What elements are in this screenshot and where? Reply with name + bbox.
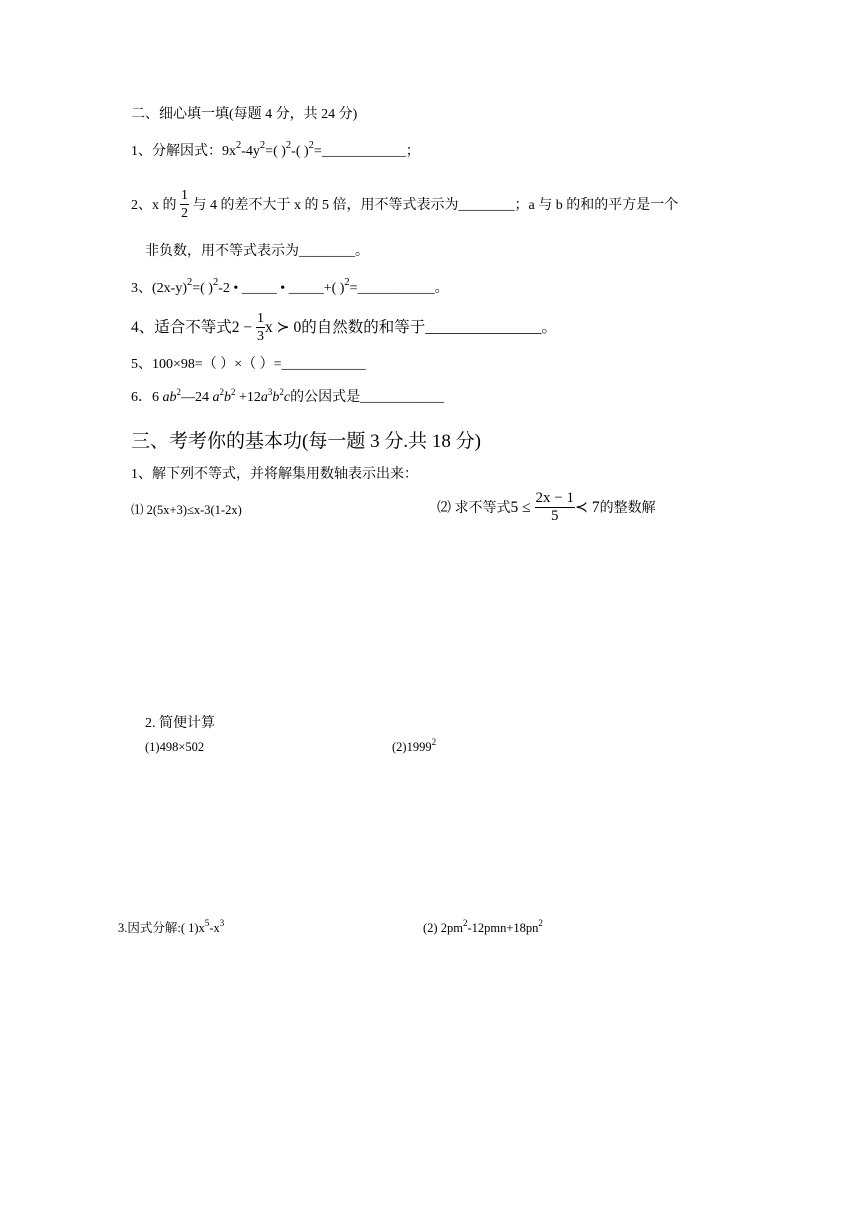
question-2-6: 6．6 $ab^2—24$ $a^2b^2 +12a^3b^2c$的公因式是____________ <box>131 387 445 405</box>
question-2-5: 5、100×98=（ ）×（ ）=____________ <box>131 357 366 372</box>
question-3-3-part1: 3.因式分解:( $1)x^5-x^3$ <box>118 918 225 935</box>
question-3-2-part1: (1)498×502 <box>145 740 205 754</box>
question-2-2-line2: 非负数，用不等式表示为________。 <box>145 244 369 259</box>
question-3-1-title: 1、解下列不等式，并将解集用数轴表示出来： <box>131 467 418 482</box>
fraction-2x-minus-1-over-5: $\frac{2x - 1}{5}$ <box>535 490 574 525</box>
fraction-one-third: $\frac{1}{3}$ <box>257 310 265 344</box>
question-3-1-part1: ⑴ 2(5x+3)≤x-3(1-2x) <box>131 503 242 517</box>
question-2-4: 4、适合不等式2 − $\frac{1}{3}$ x ≻ 0的自然数的和等于_______________。 <box>131 310 558 344</box>
fraction-one-half: $\frac{1}{2}$ <box>181 188 188 222</box>
section2-heading: 二、细心填一填(每题 4 分，共 24 分) <box>131 107 358 122</box>
section3-heading: 三、考考你的基本功(每一题 3 分.共 18 分) <box>131 431 481 452</box>
question-3-3-part2: (2) $2pm^2-12pmn+18pn^2$ <box>423 918 543 935</box>
question-3-2-title: 2. 简便计算 <box>145 716 215 731</box>
question-2-1: 1、分解因式：$9x^2-4y^2=$( )$^2$-( )$^2$=____________； <box>131 140 420 159</box>
question-3-1-part2: ⑵ 求不等式5 ≤ $\frac{2x - 1}{5}$ ≺ 7的整数解 <box>437 490 656 525</box>
question-2-3: 3、$(2x-y)^2=$( )$^2$-2 • _____ • _____+( )$^2$=___________。 <box>131 277 449 296</box>
question-2-2: 2、x 的 $\frac{1}{2}$ 与 4 的差不大于 x 的 5 倍，用不等式表示为________；a 与 b 的和的平方是一个 <box>131 188 679 222</box>
question-3-2-part2: (2)1999$^2$ <box>392 737 437 754</box>
